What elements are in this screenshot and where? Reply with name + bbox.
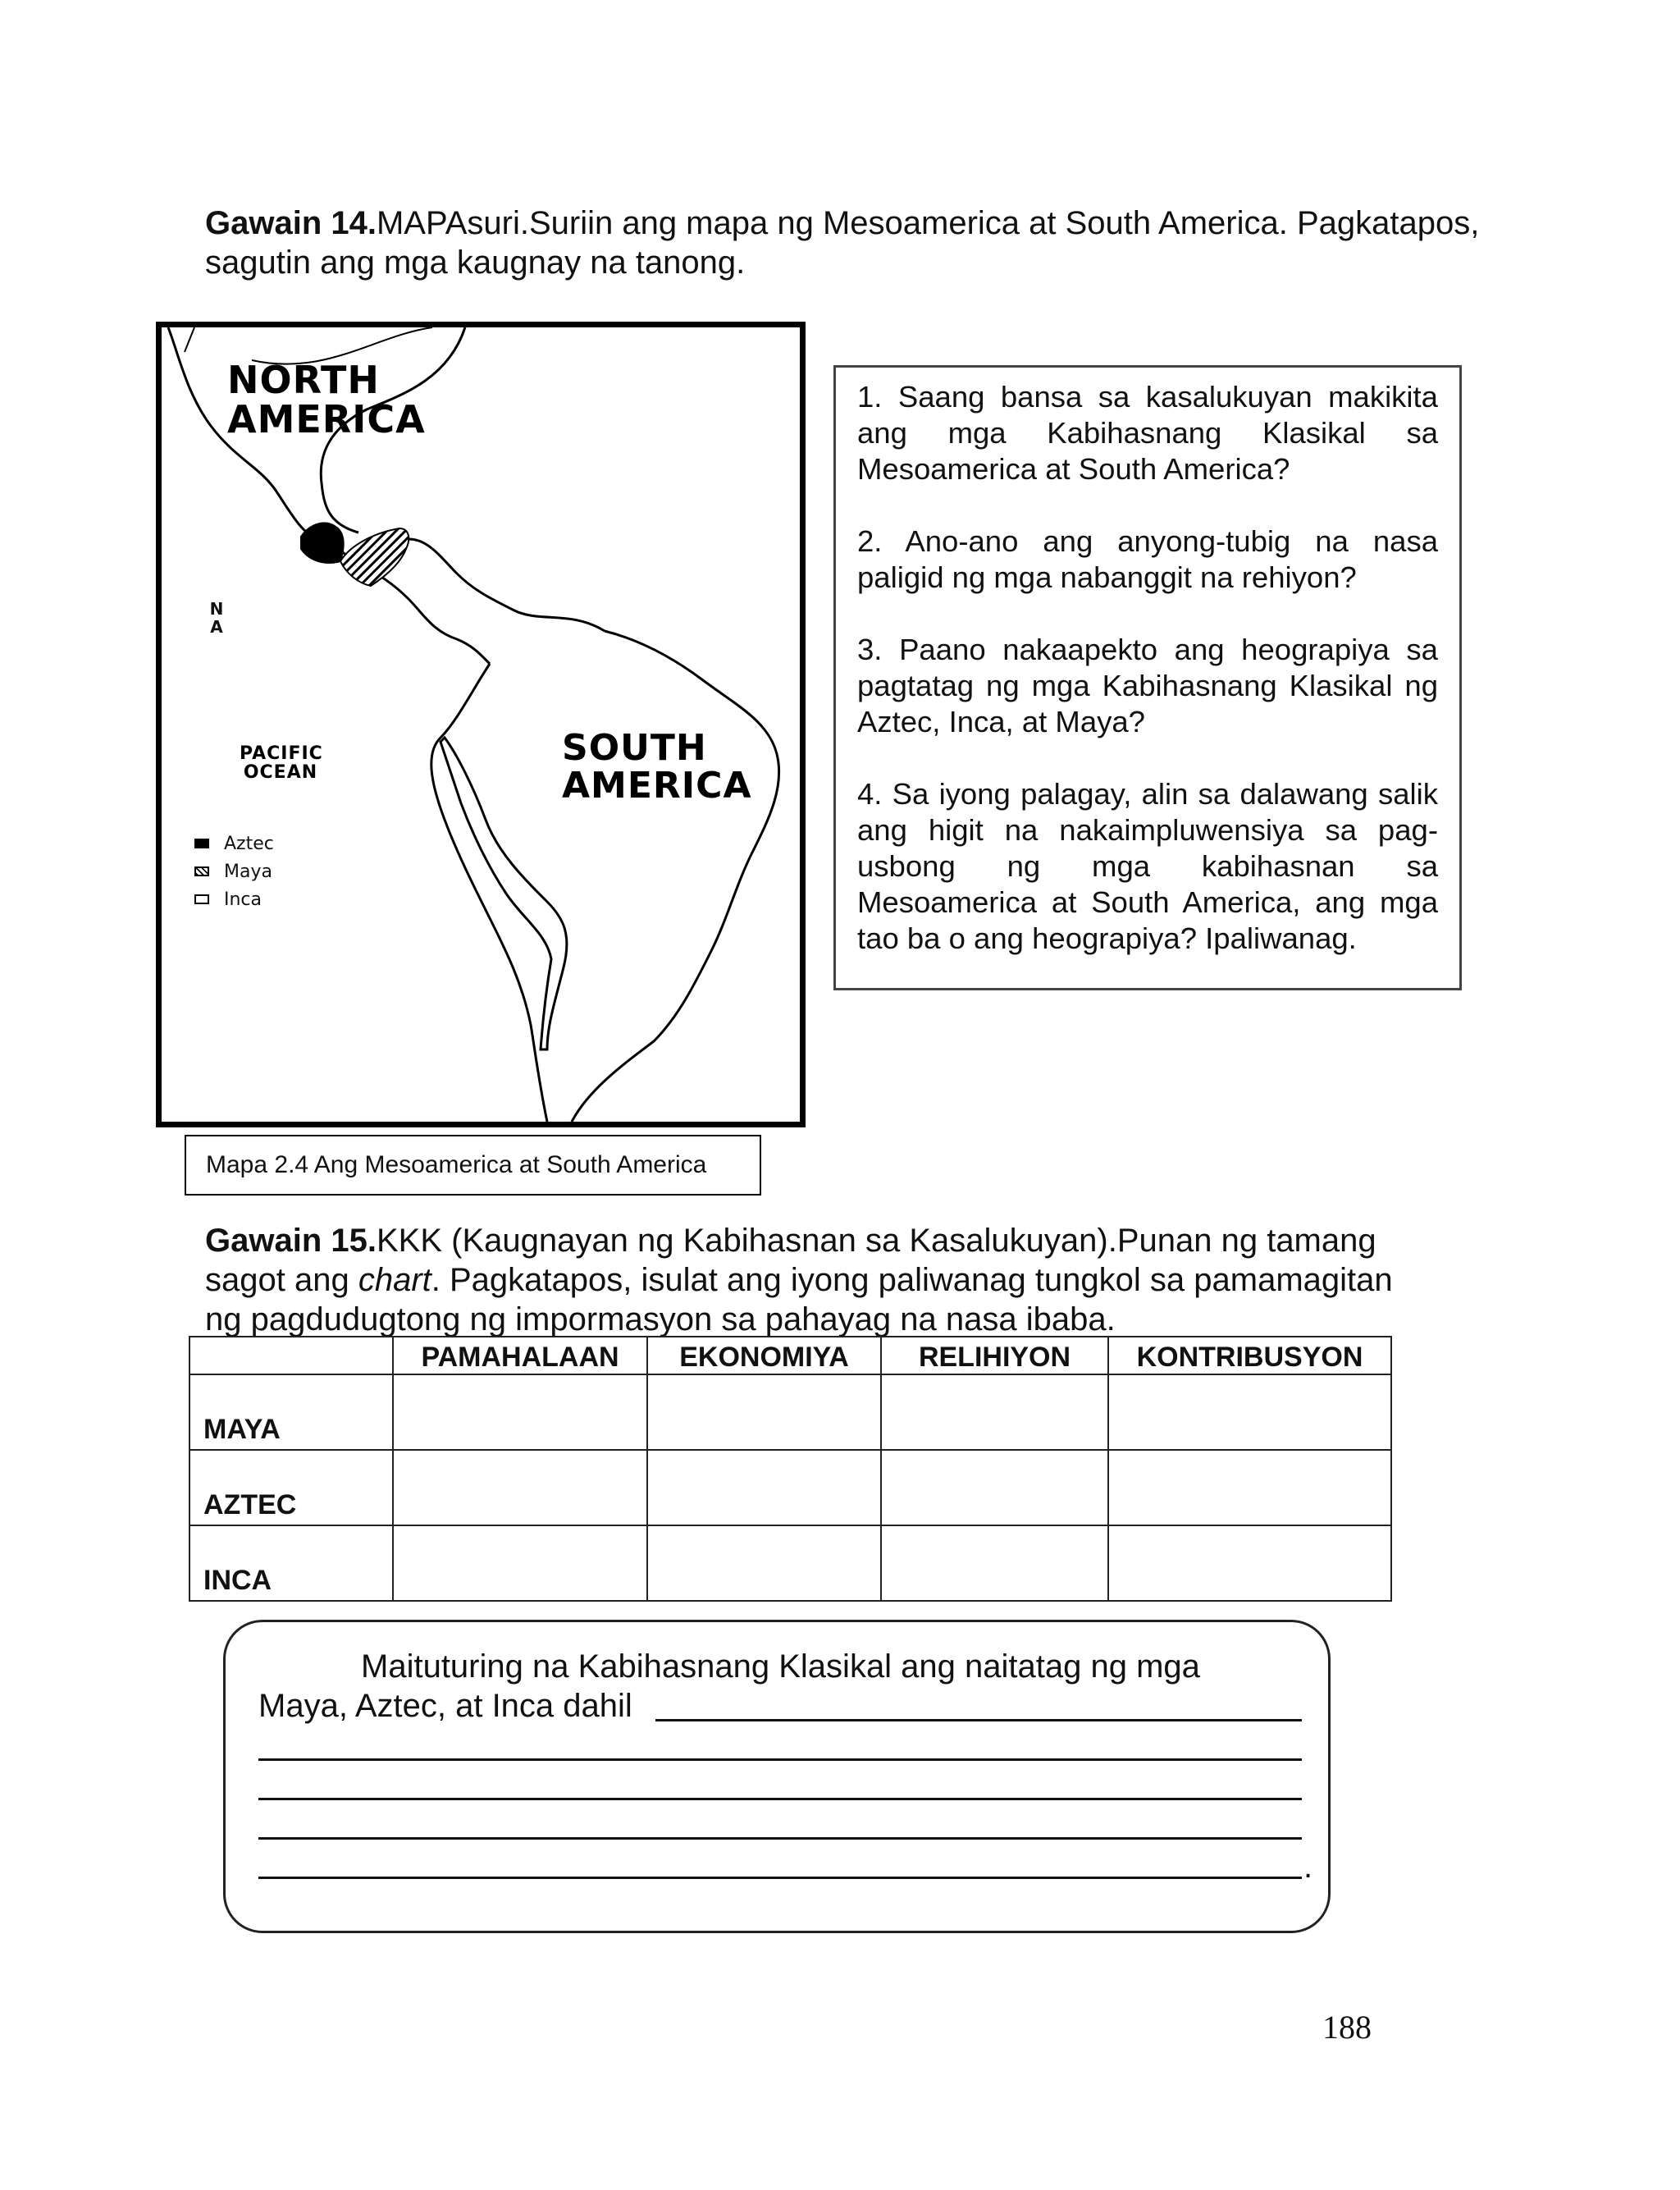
compass-arrow-label: A <box>210 617 223 637</box>
row-label-inca: INCA <box>189 1525 393 1601</box>
answer-blank-line[interactable] <box>258 1758 1302 1761</box>
conclusion-period: . <box>1303 1849 1313 1885</box>
maya-swatch-icon <box>194 866 209 876</box>
activity-15-text-end: . Pagkatapos, isulat ang iyong paliwanag tungkol sa pamamagitan ng pagdudugtong ng impormasyon sa pahayag na nasa ibaba. <box>205 1262 1393 1337</box>
questions-box <box>833 365 1462 990</box>
answer-cell[interactable] <box>393 1525 647 1601</box>
conclusion-box <box>223 1620 1331 1933</box>
conclusion-line-2: Maya, Aztec, at Inca dahil <box>258 1688 632 1724</box>
answer-cell[interactable] <box>647 1525 881 1601</box>
table-header-ekonomiya: EKONOMIYA <box>647 1337 881 1374</box>
answer-cell[interactable] <box>1108 1525 1391 1601</box>
activity-14-instructions <box>205 203 1485 282</box>
legend-item-maya <box>194 857 274 885</box>
question-1: 1. Saang bansa sa kasalukuyan makikita ang mga Kabihasnang Klasikal sa Mesoamerica at South America? <box>857 380 1438 486</box>
answer-blank-line[interactable] <box>258 1877 1302 1879</box>
answer-blank-line[interactable] <box>258 1837 1302 1840</box>
north-arrow-icon <box>207 600 226 636</box>
table-header-empty <box>189 1337 393 1374</box>
legend-item-inca <box>194 885 274 913</box>
answer-blank-line[interactable] <box>655 1719 1302 1721</box>
answer-cell[interactable] <box>647 1450 881 1525</box>
answer-cell[interactable] <box>1108 1374 1391 1450</box>
compass-n-label: N <box>209 599 224 619</box>
legend-label: Maya <box>224 861 272 882</box>
page-number: 188 <box>1322 2009 1372 2046</box>
answer-blank-line[interactable] <box>258 1798 1302 1800</box>
pacific-ocean-label: PACIFIC OCEAN <box>240 743 323 784</box>
activity-15-chart-word: chart <box>358 1262 431 1298</box>
question-4: 4. Sa iyong palagay, alin sa dalawang salik ang higit na nakaimpluwensiya sa pag-usbong ng mga kabihasnan sa Mesoamerica at South America, ang mga tao ba o ang heograpiya? Ipaliwanag. <box>857 777 1438 955</box>
question-2: 2. Ano-ano ang anyong-tubig na nasa paligid ng mga nabanggit na rehiyon? <box>857 524 1438 594</box>
conclusion-prompt <box>258 1647 1300 1726</box>
south-america-label: SOUTH AMERICA <box>562 727 752 807</box>
answer-cell[interactable] <box>881 1450 1108 1525</box>
map-legend <box>194 830 274 913</box>
inca-swatch-icon <box>194 894 209 904</box>
answer-cell[interactable] <box>881 1525 1108 1601</box>
table-header-kontribusyon: KONTRIBUSYON <box>1108 1337 1391 1374</box>
activity-15-title: Gawain 15. <box>205 1223 377 1259</box>
answer-cell[interactable] <box>647 1374 881 1450</box>
activity-14-text: MAPAsuri.Suriin ang mapa ng Mesoamerica at South America. Pagkatapos, sagutin ang mga kaugnay na tanong. <box>205 205 1480 281</box>
activity-15-instructions <box>205 1221 1436 1339</box>
answer-cell[interactable] <box>881 1374 1108 1450</box>
table-header-pamahalaan: PAMAHALAAN <box>393 1337 647 1374</box>
map-caption: Mapa 2.4 Ang Mesoamerica at South America <box>185 1135 761 1196</box>
answer-cell[interactable] <box>393 1450 647 1525</box>
table-header-row <box>189 1337 1391 1374</box>
americas-outline-map <box>162 327 800 1122</box>
north-america-label: NORTH AMERICA <box>227 358 426 442</box>
answer-cell[interactable] <box>1108 1450 1391 1525</box>
activity-14-title: Gawain 14. <box>205 205 377 241</box>
table-row <box>189 1450 1391 1525</box>
legend-label: Inca <box>224 889 262 910</box>
civilization-chart-table <box>189 1336 1392 1602</box>
question-3: 3. Paano nakaapekto ang heograpiya sa pagtatag ng mga Kabihasnang Klasikal ng Aztec, Inca, at Maya? <box>857 633 1438 738</box>
row-label-aztec: AZTEC <box>189 1450 393 1525</box>
conclusion-line-1: Maituturing na Kabihasnang Klasikal ang naitatag ng mga <box>361 1648 1200 1685</box>
answer-cell[interactable] <box>393 1374 647 1450</box>
table-header-relihiyon: RELIHIYON <box>881 1337 1108 1374</box>
legend-item-aztec <box>194 830 274 857</box>
aztec-swatch-icon <box>194 839 209 848</box>
legend-label: Aztec <box>224 833 274 854</box>
table-row <box>189 1525 1391 1601</box>
map-figure <box>156 322 806 1127</box>
activity-15-text: KKK (Kaugnayan ng Kabihasnan sa Kasalukuyan).Punan ng tamang sagot ang <box>205 1223 1376 1298</box>
table-row <box>189 1374 1391 1450</box>
row-label-maya: MAYA <box>189 1374 393 1450</box>
